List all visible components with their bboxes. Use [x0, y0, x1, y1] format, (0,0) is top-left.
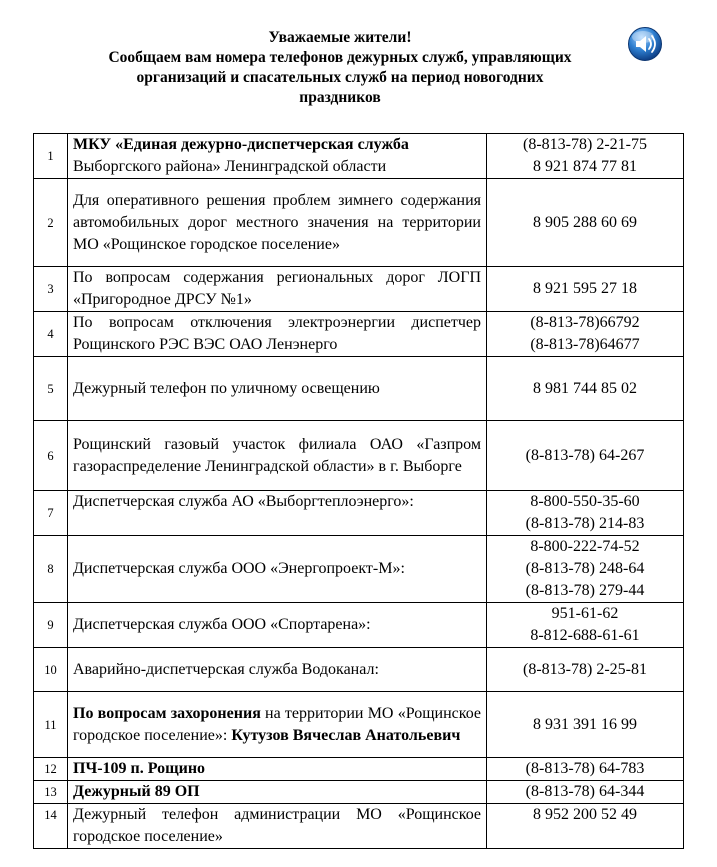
phone-number: 8-812-688-61-61	[530, 627, 640, 644]
phone-number: (8-813-78) 2-25-81	[523, 660, 647, 678]
row-number: 6	[34, 421, 68, 491]
row-number: 1	[34, 134, 68, 179]
row-phones	[487, 758, 684, 781]
phone-number: (8-813-78) 214-83	[525, 515, 645, 532]
phone-number: 8 931 391 16 99	[533, 715, 637, 733]
table-row	[34, 781, 684, 804]
table-row	[34, 267, 684, 312]
phone-number: (8-813-78)64677	[530, 336, 640, 353]
row-description: ПЧ-109 п. Рощино	[68, 758, 487, 781]
row-number: 10	[34, 648, 68, 692]
row-phones	[487, 491, 684, 536]
phone-number: (8-813-78) 64-267	[525, 446, 645, 464]
phone-number: 8 981 744 85 02	[533, 379, 637, 397]
row-number: 5	[34, 357, 68, 421]
row-phones	[487, 134, 684, 179]
row-description: Для оперативного решения проблем зимнего содержания автомобильных дорог местного значения на территории МО «Рощинское городское поселение»	[68, 179, 487, 267]
phone-number: 8 921 874 77 81	[533, 158, 637, 175]
row-description: Рощинский газовый участок филиала ОАО «Газпром газораспределение Ленинградской области» в г. Выборге	[68, 421, 487, 491]
row-number: 9	[34, 603, 68, 648]
table-row	[34, 804, 684, 849]
row-number: 11	[34, 692, 68, 758]
row-phones	[487, 648, 684, 692]
phone-number: (8-813-78) 279-44	[525, 582, 645, 599]
phone-number: (8-813-78) 2-21-75	[523, 136, 647, 153]
row-number: 8	[34, 536, 68, 603]
row-phones	[487, 536, 684, 603]
row-description: Диспетчерская служба АО «Выборгтеплоэнерго»:	[68, 491, 487, 536]
header-line-2: организаций и спасательных служб на период новогодних	[136, 69, 544, 86]
row-phones	[487, 421, 684, 491]
header-line-1: Сообщаем вам номера телефонов дежурных служб, управляющих	[108, 49, 572, 66]
phone-number: 8 921 595 27 18	[533, 280, 637, 297]
table-row	[34, 648, 684, 692]
row-description: По вопросам содержания региональных дорог ЛОГП «Пригородное ДРСУ №1»	[68, 267, 487, 312]
row-description: По вопросам захоронения на территории МО «Рощинское городское поселение»: Кутузов Вячеслав Анатольевич	[68, 692, 487, 758]
phone-number: 951-61-62	[551, 605, 619, 622]
table-row	[34, 491, 684, 536]
speaker-icon	[627, 26, 663, 62]
phone-number: (8-813-78)66792	[530, 314, 640, 331]
row-phones	[487, 179, 684, 267]
row-number: 7	[34, 491, 68, 536]
row-number: 4	[34, 312, 68, 357]
row-description: Диспетчерская служба ООО «Спортарена»:	[68, 603, 487, 648]
row-phones	[487, 357, 684, 421]
table-row	[34, 692, 684, 758]
phone-number: (8-813-78) 64-344	[525, 783, 645, 800]
row-number: 13	[34, 781, 68, 804]
row-number: 14	[34, 804, 68, 849]
row-number: 12	[34, 758, 68, 781]
row-phones	[487, 603, 684, 648]
header-line-3: праздников	[299, 89, 381, 106]
services-table	[33, 133, 684, 849]
row-phones	[487, 804, 684, 849]
phone-number: 8 952 200 52 49	[533, 806, 637, 823]
row-description: По вопросам отключения электроэнергии диспетчер Рощинского РЭС ВЭС ОАО Ленэнерго	[68, 312, 487, 357]
row-description: Дежурный телефон по уличному освещению	[68, 357, 487, 421]
table-row	[34, 134, 684, 179]
phone-number: 8-800-550-35-60	[530, 493, 640, 510]
table-row	[34, 603, 684, 648]
row-phones	[487, 312, 684, 357]
table-row	[34, 536, 684, 603]
row-number: 3	[34, 267, 68, 312]
notice-header	[0, 28, 680, 108]
phone-number: 8-800-222-74-52	[530, 538, 640, 555]
phone-number: (8-813-78) 248-64	[525, 560, 645, 577]
row-phones	[487, 267, 684, 312]
phone-number: (8-813-78) 64-783	[525, 760, 645, 777]
phone-number: 8 905 288 60 69	[533, 213, 637, 231]
row-description: МКУ «Единая дежурно-диспетчерская служба Выборгского района» Ленинградской области	[68, 134, 487, 179]
row-description: Дежурный 89 ОП	[68, 781, 487, 804]
table-row	[34, 357, 684, 421]
greeting: Уважаемые жители!	[268, 29, 412, 46]
row-phones	[487, 692, 684, 758]
row-description: Диспетчерская служба ООО «Энергопроект-М»:	[68, 536, 487, 603]
table-row	[34, 758, 684, 781]
row-phones	[487, 781, 684, 804]
row-number: 2	[34, 179, 68, 267]
table-row	[34, 312, 684, 357]
row-description: Дежурный телефон администрации МО «Рощинское городское поселение»	[68, 804, 487, 849]
row-description: Аварийно-диспетчерская служба Водоканал:	[68, 648, 487, 692]
table-row	[34, 179, 684, 267]
table-row	[34, 421, 684, 491]
